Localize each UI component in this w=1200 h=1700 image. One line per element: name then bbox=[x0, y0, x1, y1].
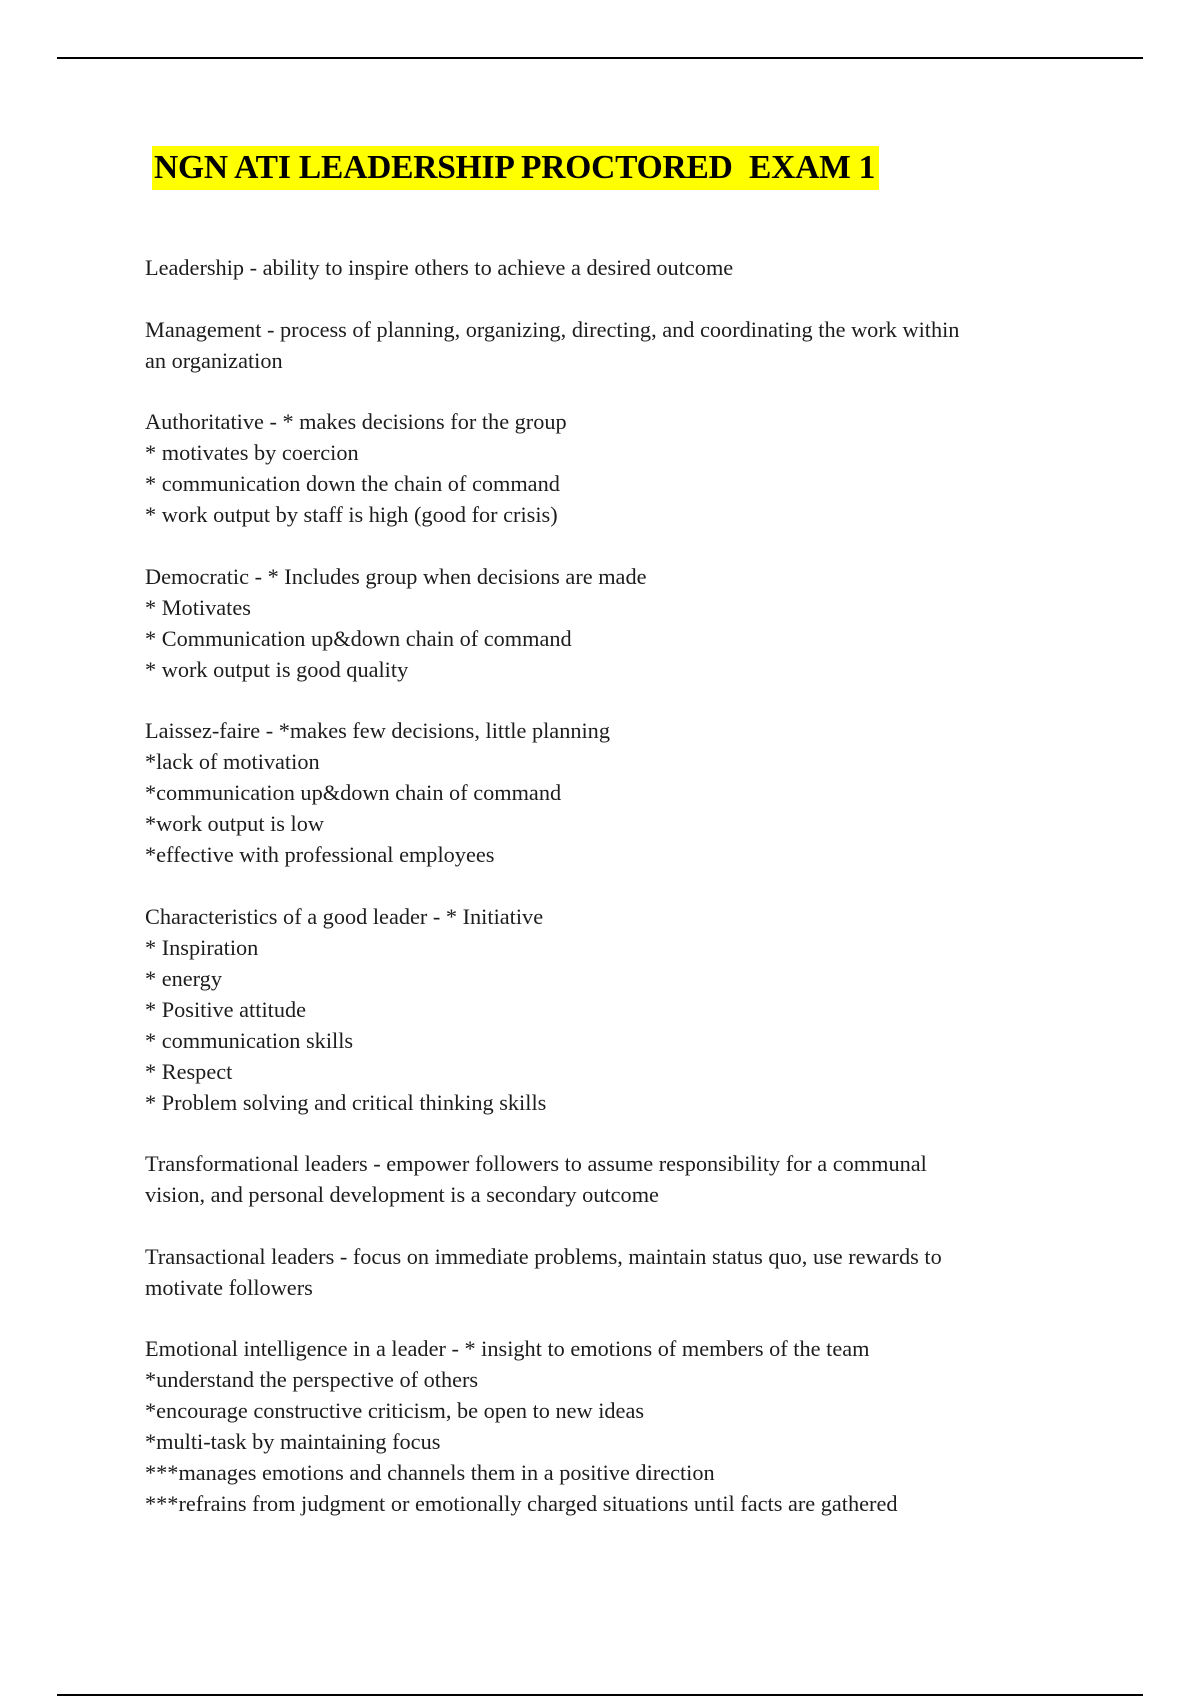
bullet-line: * communication skills bbox=[145, 1027, 354, 1053]
bullet-line: *effective with professional employees bbox=[145, 842, 495, 867]
bullet-line: *understand the perspective of others bbox=[145, 1367, 479, 1392]
term-definition-line: Democratic - * Includes group when decisions are made bbox=[145, 563, 647, 589]
bullet-line: * Respect bbox=[145, 1058, 233, 1084]
term-definition-line: Management - process of planning, organizing, directing, and coordinating the work within bbox=[145, 316, 960, 342]
top-rule bbox=[57, 57, 1143, 59]
term-section bbox=[145, 406, 1045, 530]
bullet-line: * Communication up&down chain of command bbox=[145, 625, 572, 651]
bullet-line: * motivates by coercion bbox=[145, 440, 359, 465]
page-title: NGN ATI LEADERSHIP PROCTORED EXAM 1 bbox=[152, 146, 879, 190]
bullet-line: *multi-task by maintaining focus bbox=[145, 1429, 441, 1454]
document-body bbox=[145, 252, 1045, 1550]
bottom-rule bbox=[57, 1694, 1143, 1696]
term-section bbox=[145, 561, 1045, 685]
bullet-line: ***refrains from judgment or emotionally charged situations until facts are gathered bbox=[145, 1491, 898, 1516]
term-definition-line: Characteristics of a good leader - * Initiative bbox=[145, 903, 544, 929]
term-section bbox=[145, 252, 1045, 283]
title-block bbox=[152, 146, 879, 190]
bullet-line: * Inspiration bbox=[145, 934, 259, 960]
term-section bbox=[145, 314, 1045, 376]
term-definition-line: Laissez-faire - *makes few decisions, little planning bbox=[145, 718, 610, 743]
term-section bbox=[145, 1241, 1045, 1303]
bullet-line: * Problem solving and critical thinking skills bbox=[145, 1089, 547, 1115]
bullet-line: *work output is low bbox=[145, 811, 324, 836]
term-section bbox=[145, 1148, 1045, 1210]
bullet-line: motivate followers bbox=[145, 1274, 313, 1300]
term-definition-line: Authoritative - * makes decisions for the group bbox=[145, 409, 567, 434]
bullet-line: *lack of motivation bbox=[145, 749, 320, 774]
bullet-line: an organization bbox=[145, 347, 283, 373]
term-definition-line: Transformational leaders - empower followers to assume responsibility for a communal bbox=[145, 1151, 927, 1176]
bullet-line: * communication down the chain of command bbox=[145, 471, 560, 496]
bullet-line: * energy bbox=[145, 965, 222, 991]
bullet-line: *communication up&down chain of command bbox=[145, 780, 562, 805]
term-section bbox=[145, 715, 1045, 870]
bullet-line: ***manages emotions and channels them in a positive direction bbox=[145, 1460, 715, 1485]
bullet-line: * Positive attitude bbox=[145, 996, 307, 1022]
bullet-line: vision, and personal development is a secondary outcome bbox=[145, 1182, 659, 1207]
term-section bbox=[145, 1333, 1045, 1519]
term-section bbox=[145, 901, 1045, 1118]
bullet-line: * Motivates bbox=[145, 594, 251, 620]
term-definition-line: Leadership - ability to inspire others to achieve a desired outcome bbox=[145, 255, 734, 280]
bullet-line: * work output by staff is high (good for crisis) bbox=[145, 502, 558, 527]
term-definition-line: Emotional intelligence in a leader - * insight to emotions of members of the team bbox=[145, 1336, 870, 1361]
bullet-line: * work output is good quality bbox=[145, 656, 409, 682]
bullet-line: *encourage constructive criticism, be open to new ideas bbox=[145, 1398, 645, 1423]
term-definition-line: Transactional leaders - focus on immediate problems, maintain status quo, use rewards to bbox=[145, 1243, 942, 1269]
